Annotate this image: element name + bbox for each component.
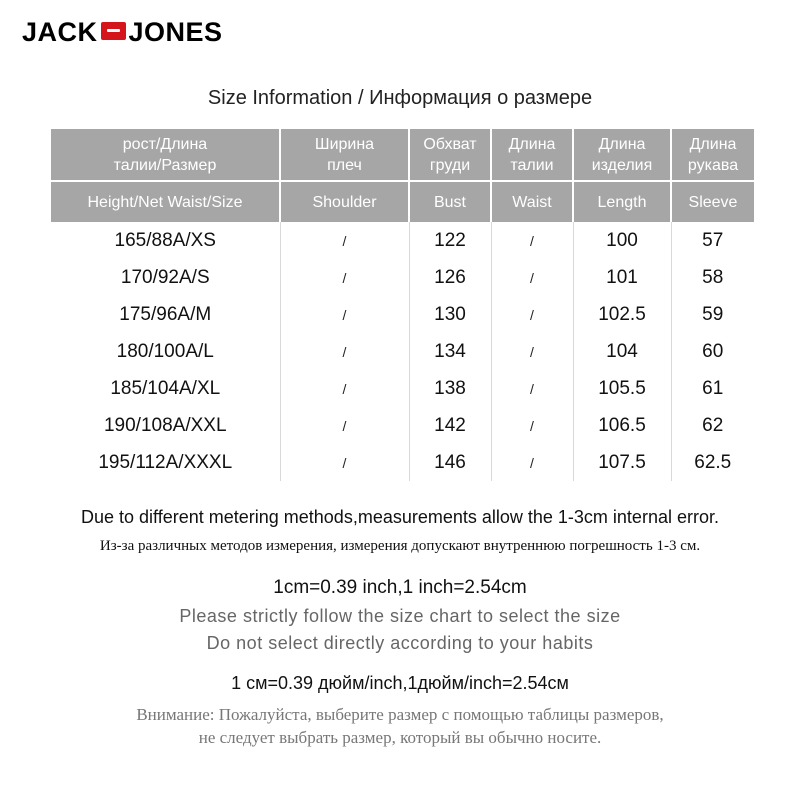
cell-bust: 122 — [409, 222, 491, 259]
cell-sleeve: 57 — [702, 229, 724, 251]
header-bust-ru: Обхват груди — [409, 129, 491, 181]
page-title: Size Information / Информация о размере — [207, 87, 593, 109]
cell-length: 100 — [573, 222, 671, 259]
header-sleeve: Sleeve — [671, 181, 754, 222]
cell-shoulder: / — [280, 222, 409, 259]
size-table — [51, 129, 754, 481]
table-row — [51, 370, 754, 407]
error-note-russian: Из-за различных методов измерения, измерения допускают внутреннюю погрешность 1-3 см. — [99, 538, 701, 554]
cell-size: 175/96A/M — [51, 296, 280, 333]
cell-sleeve: 60 — [702, 340, 724, 362]
header-shoulder: Shoulder — [280, 181, 409, 222]
cell-waist: / — [491, 222, 573, 259]
error-note-english: Due to different metering methods,measurements allow the 1-3cm internal error. — [81, 507, 719, 527]
cell-size: 165/88A/XS — [51, 222, 280, 259]
cell-sleeve: 58 — [702, 266, 724, 288]
cell-size: 185/104A/XL — [51, 370, 280, 407]
header-length-ru: Длина изделия — [573, 129, 671, 181]
header-bust: Bust — [409, 181, 491, 222]
cell-shoulder: / — [280, 259, 409, 296]
cell-length: 106.5 — [573, 407, 671, 444]
header-row-russian — [51, 129, 754, 181]
table-row — [51, 407, 754, 444]
header-height-waist-size-ru: рост/Длина талии/Размер — [51, 129, 280, 181]
table-row — [51, 296, 754, 333]
cell-waist: / — [491, 370, 573, 407]
cell-length: 101 — [573, 259, 671, 296]
cell-shoulder: / — [280, 296, 409, 333]
cell-waist: / — [491, 333, 573, 370]
header-length: Length — [573, 181, 671, 222]
cell-bust: 134 — [409, 333, 491, 370]
cell-sleeve: 61 — [702, 377, 724, 399]
table-row — [51, 222, 754, 259]
cell-waist: / — [491, 296, 573, 333]
cell-size: 195/112A/XXXL — [51, 444, 280, 481]
warning-russian-line-2: не следует выбрать размер, который вы обычно носите. — [198, 728, 602, 747]
instruction-line-2: Do not select directly according to your habits — [206, 633, 594, 653]
cell-shoulder: / — [280, 333, 409, 370]
header-height-waist-size: Height/Net Waist/Size — [51, 181, 280, 222]
cell-bust: 142 — [409, 407, 491, 444]
header-row-english — [51, 181, 754, 222]
header-shoulder-ru: Ширина плеч — [280, 129, 409, 181]
header-waist-ru: Длина талии — [491, 129, 573, 181]
flag-icon — [101, 22, 126, 40]
table-row — [51, 259, 754, 296]
header-sleeve-ru: Длина рукава — [671, 129, 754, 181]
cell-shoulder: / — [280, 444, 409, 481]
cell-waist: / — [491, 444, 573, 481]
cell-bust: 126 — [409, 259, 491, 296]
cell-sleeve: 62 — [702, 414, 724, 436]
cell-size: 170/92A/S — [51, 259, 280, 296]
cell-bust: 138 — [409, 370, 491, 407]
table-row — [51, 444, 754, 481]
cell-shoulder: / — [280, 407, 409, 444]
conversion-russian: 1 см=0.39 дюйм/inch,1дюйм/inch=2.54см — [231, 673, 569, 693]
cell-size: 190/108A/XXL — [51, 407, 280, 444]
cell-sleeve: 59 — [702, 303, 724, 325]
instruction-line-1: Please strictly follow the size chart to select the size — [179, 606, 621, 626]
cell-waist: / — [491, 259, 573, 296]
conversion-english: 1cm=0.39 inch,1 inch=2.54cm — [273, 577, 527, 598]
brand-logo — [22, 17, 223, 47]
cell-bust: 130 — [409, 296, 491, 333]
cell-shoulder: / — [280, 370, 409, 407]
cell-bust: 146 — [409, 444, 491, 481]
header-waist: Waist — [491, 181, 573, 222]
brand-logo-right: JONES — [128, 16, 223, 47]
cell-size: 180/100A/L — [51, 333, 280, 370]
brand-logo-left: JACK — [22, 16, 98, 47]
cell-length: 104 — [573, 333, 671, 370]
warning-russian-line-1: Внимание: Пожалуйста, выберите размер с помощью таблицы размеров, — [136, 705, 664, 724]
cell-waist: / — [491, 407, 573, 444]
cell-length: 107.5 — [573, 444, 671, 481]
cell-length: 102.5 — [573, 296, 671, 333]
cell-length: 105.5 — [573, 370, 671, 407]
cell-sleeve: 62.5 — [694, 451, 732, 473]
table-row — [51, 333, 754, 370]
